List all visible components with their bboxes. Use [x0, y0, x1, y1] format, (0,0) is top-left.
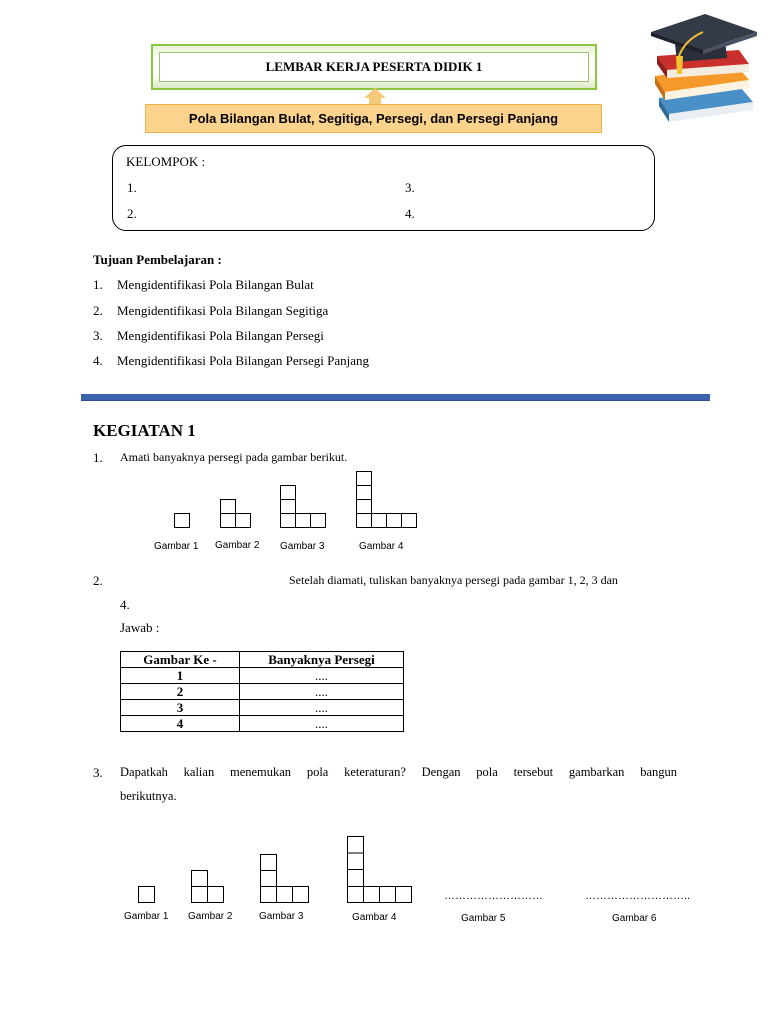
q1-number: 1.	[93, 450, 103, 465]
table-cell-ke: 4	[121, 716, 240, 732]
tujuan-item-1: Mengidentifikasi Pola Bilangan Bulat	[117, 277, 314, 292]
section-divider	[81, 394, 710, 401]
fig2-g4-shape	[348, 837, 412, 903]
q3-text-line1: Dapatkah kalian menemukan pola keteraturan? Dengan pola tersebut gambarkan bangun	[120, 765, 677, 779]
fig2-caption-1: Gambar 1	[124, 911, 169, 922]
table-cell-answer[interactable]: ....	[240, 700, 404, 716]
kelompok-slot-2: 2.	[127, 206, 137, 221]
page-title: LEMBAR KERJA PESERTA DIDIK 1	[159, 52, 589, 82]
table-cell-answer[interactable]: ....	[240, 684, 404, 700]
q2-number: 2.	[93, 573, 103, 588]
table-cell-answer[interactable]: ....	[240, 668, 404, 684]
table-cell-answer[interactable]: ....	[240, 716, 404, 732]
fig2-caption-5: Gambar 5	[461, 913, 506, 924]
table-header-row	[121, 652, 404, 668]
fig2-caption-6: Gambar 6	[612, 913, 657, 924]
fig1-g1-square	[175, 514, 190, 528]
graduation-books-icon	[645, 10, 760, 128]
tujuan-item-4: Mengidentifikasi Pola Bilangan Persegi Panjang	[117, 353, 370, 368]
tujuan-item-3: Mengidentifikasi Pola Bilangan Persegi	[117, 328, 324, 343]
kelompok-slot-3: 3.	[405, 180, 415, 195]
blank-gambar-5[interactable]: ………………………	[444, 890, 543, 902]
table-row	[121, 684, 404, 700]
table-cell-ke: 1	[121, 668, 240, 684]
fig2-g1-square	[139, 887, 155, 903]
fig2-g2-shape	[192, 871, 224, 903]
fig2-g3-shape	[261, 855, 309, 903]
title-box	[151, 44, 597, 90]
fig2-caption-2: Gambar 2	[188, 911, 233, 922]
fig1-caption-2: Gambar 2	[215, 540, 260, 551]
kelompok-label: KELOMPOK :	[126, 154, 206, 169]
tujuan-no-1: 1.	[93, 277, 103, 292]
subtitle-banner: Pola Bilangan Bulat, Segitiga, Persegi, dan Persegi Panjang	[145, 104, 602, 133]
tujuan-no-4: 4.	[93, 353, 103, 368]
q2-continuation: 4.	[120, 597, 130, 612]
answer-table	[120, 651, 404, 732]
fig2-caption-4: Gambar 4	[352, 912, 397, 923]
q3-text-line2: berikutnya.	[120, 789, 177, 803]
fig1-g3-shape	[281, 486, 326, 528]
table-header-gambar: Gambar Ke -	[121, 652, 240, 668]
fig1-g4-shape	[357, 472, 417, 528]
tujuan-item-2: Mengidentifikasi Pola Bilangan Segitiga	[117, 303, 329, 318]
table-row	[121, 700, 404, 716]
q2-text: Setelah diamati, tuliskan banyaknya persegi pada gambar 1, 2, 3 dan	[289, 573, 618, 587]
fig1-caption-1: Gambar 1	[154, 541, 199, 552]
jawab-label: Jawab :	[120, 620, 160, 635]
table-header-banyak: Banyaknya Persegi	[240, 652, 404, 668]
pattern-figure-2	[134, 834, 420, 906]
kelompok-slot-1: 1.	[127, 180, 137, 195]
blank-gambar-6[interactable]: ………………………..	[585, 890, 691, 902]
tujuan-no-2: 2.	[93, 303, 103, 318]
tujuan-no-3: 3.	[93, 328, 103, 343]
table-cell-ke: 3	[121, 700, 240, 716]
fig1-caption-4: Gambar 4	[359, 541, 404, 552]
fig1-caption-3: Gambar 3	[280, 541, 325, 552]
q1-text: Amati banyaknya persegi pada gambar berikut.	[120, 450, 348, 464]
table-row	[121, 668, 404, 684]
fig2-caption-3: Gambar 3	[259, 911, 304, 922]
kegiatan-heading: KEGIATAN 1	[93, 421, 196, 440]
pattern-figure-1	[170, 468, 422, 530]
fig1-g2-shape	[221, 500, 251, 528]
tujuan-heading: Tujuan Pembelajaran :	[93, 252, 222, 267]
kelompok-slot-4: 4.	[405, 206, 415, 221]
q3-number: 3.	[93, 765, 103, 780]
table-cell-ke: 2	[121, 684, 240, 700]
table-row	[121, 716, 404, 732]
